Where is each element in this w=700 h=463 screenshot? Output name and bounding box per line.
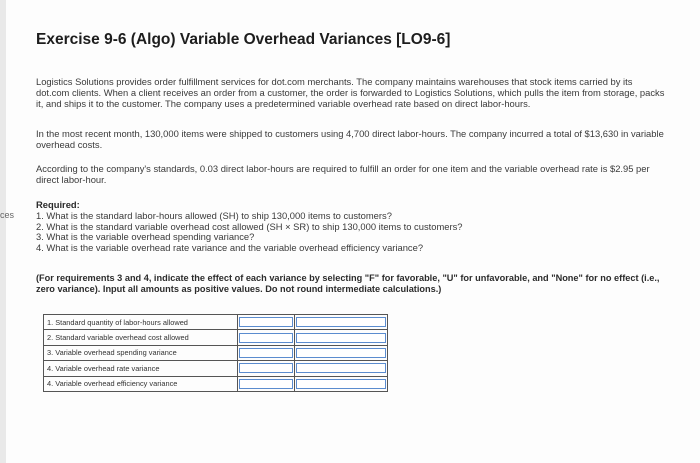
- side-label: ces: [0, 210, 15, 220]
- row-label: 4. Variable overhead efficiency variance: [44, 376, 238, 391]
- amount-input[interactable]: [296, 363, 386, 373]
- effect-cell: [238, 330, 295, 345]
- paragraph-month-data: In the most recent month, 130,000 items were shipped to customers using 4,700 direct labor-hours. The company incurred a total of $13,630 in variable overhead costs.: [36, 128, 664, 150]
- row-label: 1. Standard quantity of labor-hours allowed: [44, 315, 238, 330]
- amount-input[interactable]: [296, 333, 386, 343]
- table-row: [44, 376, 388, 391]
- row-label: 2. Standard variable overhead cost allowed: [44, 330, 238, 345]
- paragraph-standards: According to the company's standards, 0.03 direct labor-hours are required to fulfill an order for one item and the variable overhead rate is $2.95 per direct labor-hour.: [36, 163, 650, 185]
- table-row: [44, 361, 388, 376]
- amount-input[interactable]: [296, 379, 386, 389]
- question-3: 3. What is the variable overhead spending variance?: [36, 231, 255, 243]
- required-heading: Required:: [36, 199, 80, 210]
- amount-input[interactable]: [296, 317, 386, 327]
- amount-cell: [295, 345, 388, 360]
- effect-cell: [238, 361, 295, 376]
- effect-cell: [238, 345, 295, 360]
- effect-cell: [238, 376, 295, 391]
- effect-select[interactable]: [239, 348, 293, 358]
- effect-select[interactable]: [239, 379, 293, 389]
- left-panel-edge: [0, 0, 6, 463]
- amount-cell: [295, 315, 388, 330]
- answer-table: [43, 314, 388, 392]
- paragraph-intro: Logistics Solutions provides order fulfillment services for dot.com merchants. The company maintains warehouses that stock items carried by its dot.com clients. When a client receives an order from a customer, the order is forwarded to Logistics Solutions, which pulls the item from storage, packs it, and ships it to the customer. The company uses a predetermined variable overhead rate based on direct labor-hours.: [36, 76, 665, 109]
- effect-select[interactable]: [239, 363, 293, 373]
- amount-cell: [295, 361, 388, 376]
- effect-select[interactable]: [239, 333, 293, 343]
- row-label: 4. Variable overhead rate variance: [44, 361, 238, 376]
- question-2: 2. What is the standard variable overhead cost allowed (SH × SR) to ship 130,000 items to customers?: [36, 220, 463, 232]
- required-section: [36, 200, 676, 254]
- effect-select[interactable]: [239, 317, 293, 327]
- page-title: Exercise 9-6 (Algo) Variable Overhead Variances [LO9-6]: [36, 31, 451, 48]
- question-1: 1. What is the standard labor-hours allowed (SH) to ship 130,000 items to customers?: [36, 209, 392, 221]
- table-row: [44, 330, 388, 345]
- table-row: [44, 315, 388, 330]
- instructions: (For requirements 3 and 4, indicate the effect of each variance by selecting "F" for favorable, "U" for unfavorable, and "None" for no effect (i.e., zero variance). Input all amounts as positive values. Do not round intermediate calculations.): [36, 273, 660, 294]
- amount-input[interactable]: [296, 348, 386, 358]
- amount-cell: [295, 330, 388, 345]
- effect-cell: [238, 315, 295, 330]
- question-4: 4. What is the variable overhead rate variance and the variable overhead efficiency variance?: [36, 242, 424, 254]
- row-label: 3. Variable overhead spending variance: [44, 345, 238, 360]
- table-row: [44, 345, 388, 360]
- amount-cell: [295, 376, 388, 391]
